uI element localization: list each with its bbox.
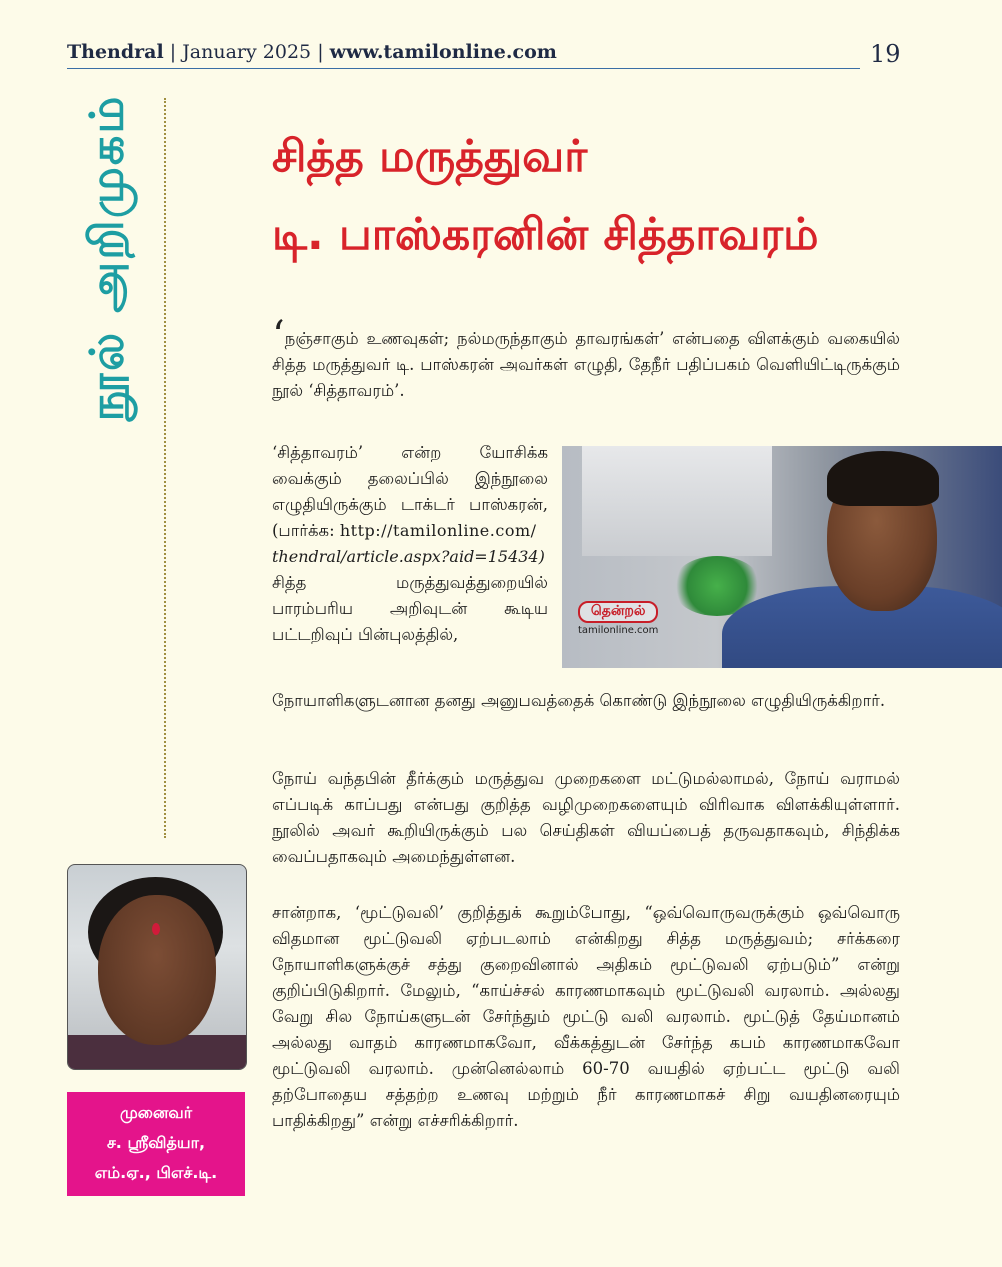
article-title-line1: சித்த மருத்துவர் [272, 131, 588, 182]
logo-name: தென்றல் [578, 601, 658, 623]
article-link[interactable]: http://tamilonline.com/ [339, 521, 537, 540]
para2-text-1: ‘சித்தாவரம்’ என்ற யோசிக்க வைக்கும் தலைப்பில் இந்நூலை எழுதியிருக்கும் டாக்டர் பாஸ்கரன், (பார்க்க: [272, 443, 548, 540]
issue-date: January 2025 [182, 41, 312, 63]
author-photo-face [98, 895, 216, 1045]
paragraph-two [272, 440, 548, 648]
article-title [272, 118, 912, 274]
section-title-text: நூல் அறிமுகம் [79, 94, 134, 422]
paragraph-three: நோய் வந்தபின் தீர்க்கும் மருத்துவ முறைகளை மட்டுமல்லாமல், நோய் வராமல் எப்படிக் காப்பது என்பது குறித்த வழிமுறைகளையும் விரிவாக விளக்கியுள்ளார். நூலில் அவர் கூறியிருக்கும் பல செய்திகள் வியப்பைத் தருவதாகவும், சிந்திக்க வைப்பதாகவும் அமைந்துள்ளன. [272, 769, 900, 866]
para2-text-2: சித்த மருத்துவத்துறையில் பாரம்பரிய அறிவுடன் கூடிய பட்டறிவுப் பின்புலத்தில், [272, 573, 548, 644]
author-photo-bindi [152, 923, 160, 935]
website-link[interactable]: www.tamilonline.com [329, 41, 557, 63]
author-photo [67, 864, 247, 1070]
author-name: ச. ஸ்ரீவித்யா, [106, 1133, 206, 1152]
doctor-photo [562, 446, 1002, 668]
logo-site: tamilonline.com [578, 625, 659, 636]
author-title: முனைவர் [119, 1103, 193, 1122]
magazine-name: Thendral [67, 41, 164, 63]
intro-paragraph [272, 313, 900, 404]
section-title [70, 94, 150, 422]
photo-background-window [582, 446, 772, 556]
opening-quote: ‘ [272, 313, 285, 359]
dotted-divider [164, 98, 166, 838]
page-header [67, 40, 860, 69]
page-number: 19 [870, 40, 901, 68]
author-credit [67, 1092, 245, 1196]
header-separator: | [169, 41, 177, 63]
paragraph-four: சான்றாக, ‘மூட்டுவலி’ குறித்துக் கூறும்போது, “ஒவ்வொருவருக்கும் ஒவ்வொரு விதமான மூட்டுவலி ஏற்படலாம் என்கிறது சித்த மருத்துவம்; சர்க்கரை நோயாளிகளுக்குச் சத்து குறைவினால் அதிகம் மூட்டுவலி ஏற்படும்” என்று குறிப்பிடுகிறார். மேலும், “காய்ச்சல் காரணமாகவும் மூட்டுவலி வரலாம். அல்லது வேறு சில நோய்களுடன் சேர்ந்தும் மூட்டு வலி வரலாம். மூட்டுத் தேய்மானம் அல்லது வாதம் காரணமாகவோ, வீக்கத்துடன் சேர்ந்த கபம் காரணமாகவோ மூட்டுவலி வரலாம். முன்னெல்லாம் 60-70 வயதில் ஏற்பட்ட மூட்டு வலி தற்போதைய சத்தற்ற உணவு மற்றும் நீர் காரணமாகச் சிறு வயதினரையும் பாதிக்கிறது” என்று எச்சரிக்கிறார். [272, 903, 900, 1130]
paragraph-two-continuation: நோயாளிகளுடனான தனது அனுபவத்தைக் கொண்டு இந்நூலை எழுதியிருக்கிறார். [272, 691, 886, 710]
intro-text: நஞ்சாகும் உணவுகள்; நல்மருந்தாகும் தாவரங்கள்’ என்பதை விளக்கும் வகையில் சித்த மருத்துவர் டி. பாஸ்கரன் அவர்கள் எழுதி, தேநீர் பதிப்பகம் வெளியிட்டிருக்கும் நூல் ‘சித்தாவரம்’. [272, 329, 900, 400]
thendral-logo [578, 601, 658, 636]
author-degrees: எம்.ஏ., பிஎச்.டி. [94, 1163, 218, 1182]
photo-hair [827, 451, 939, 506]
header-separator: | [317, 41, 324, 63]
article-link-cont[interactable]: thendral/article.aspx?aid=15434) [272, 547, 545, 566]
article-title-line2: டி. பாஸ்கரனின் சித்தாவரம் [272, 209, 819, 260]
